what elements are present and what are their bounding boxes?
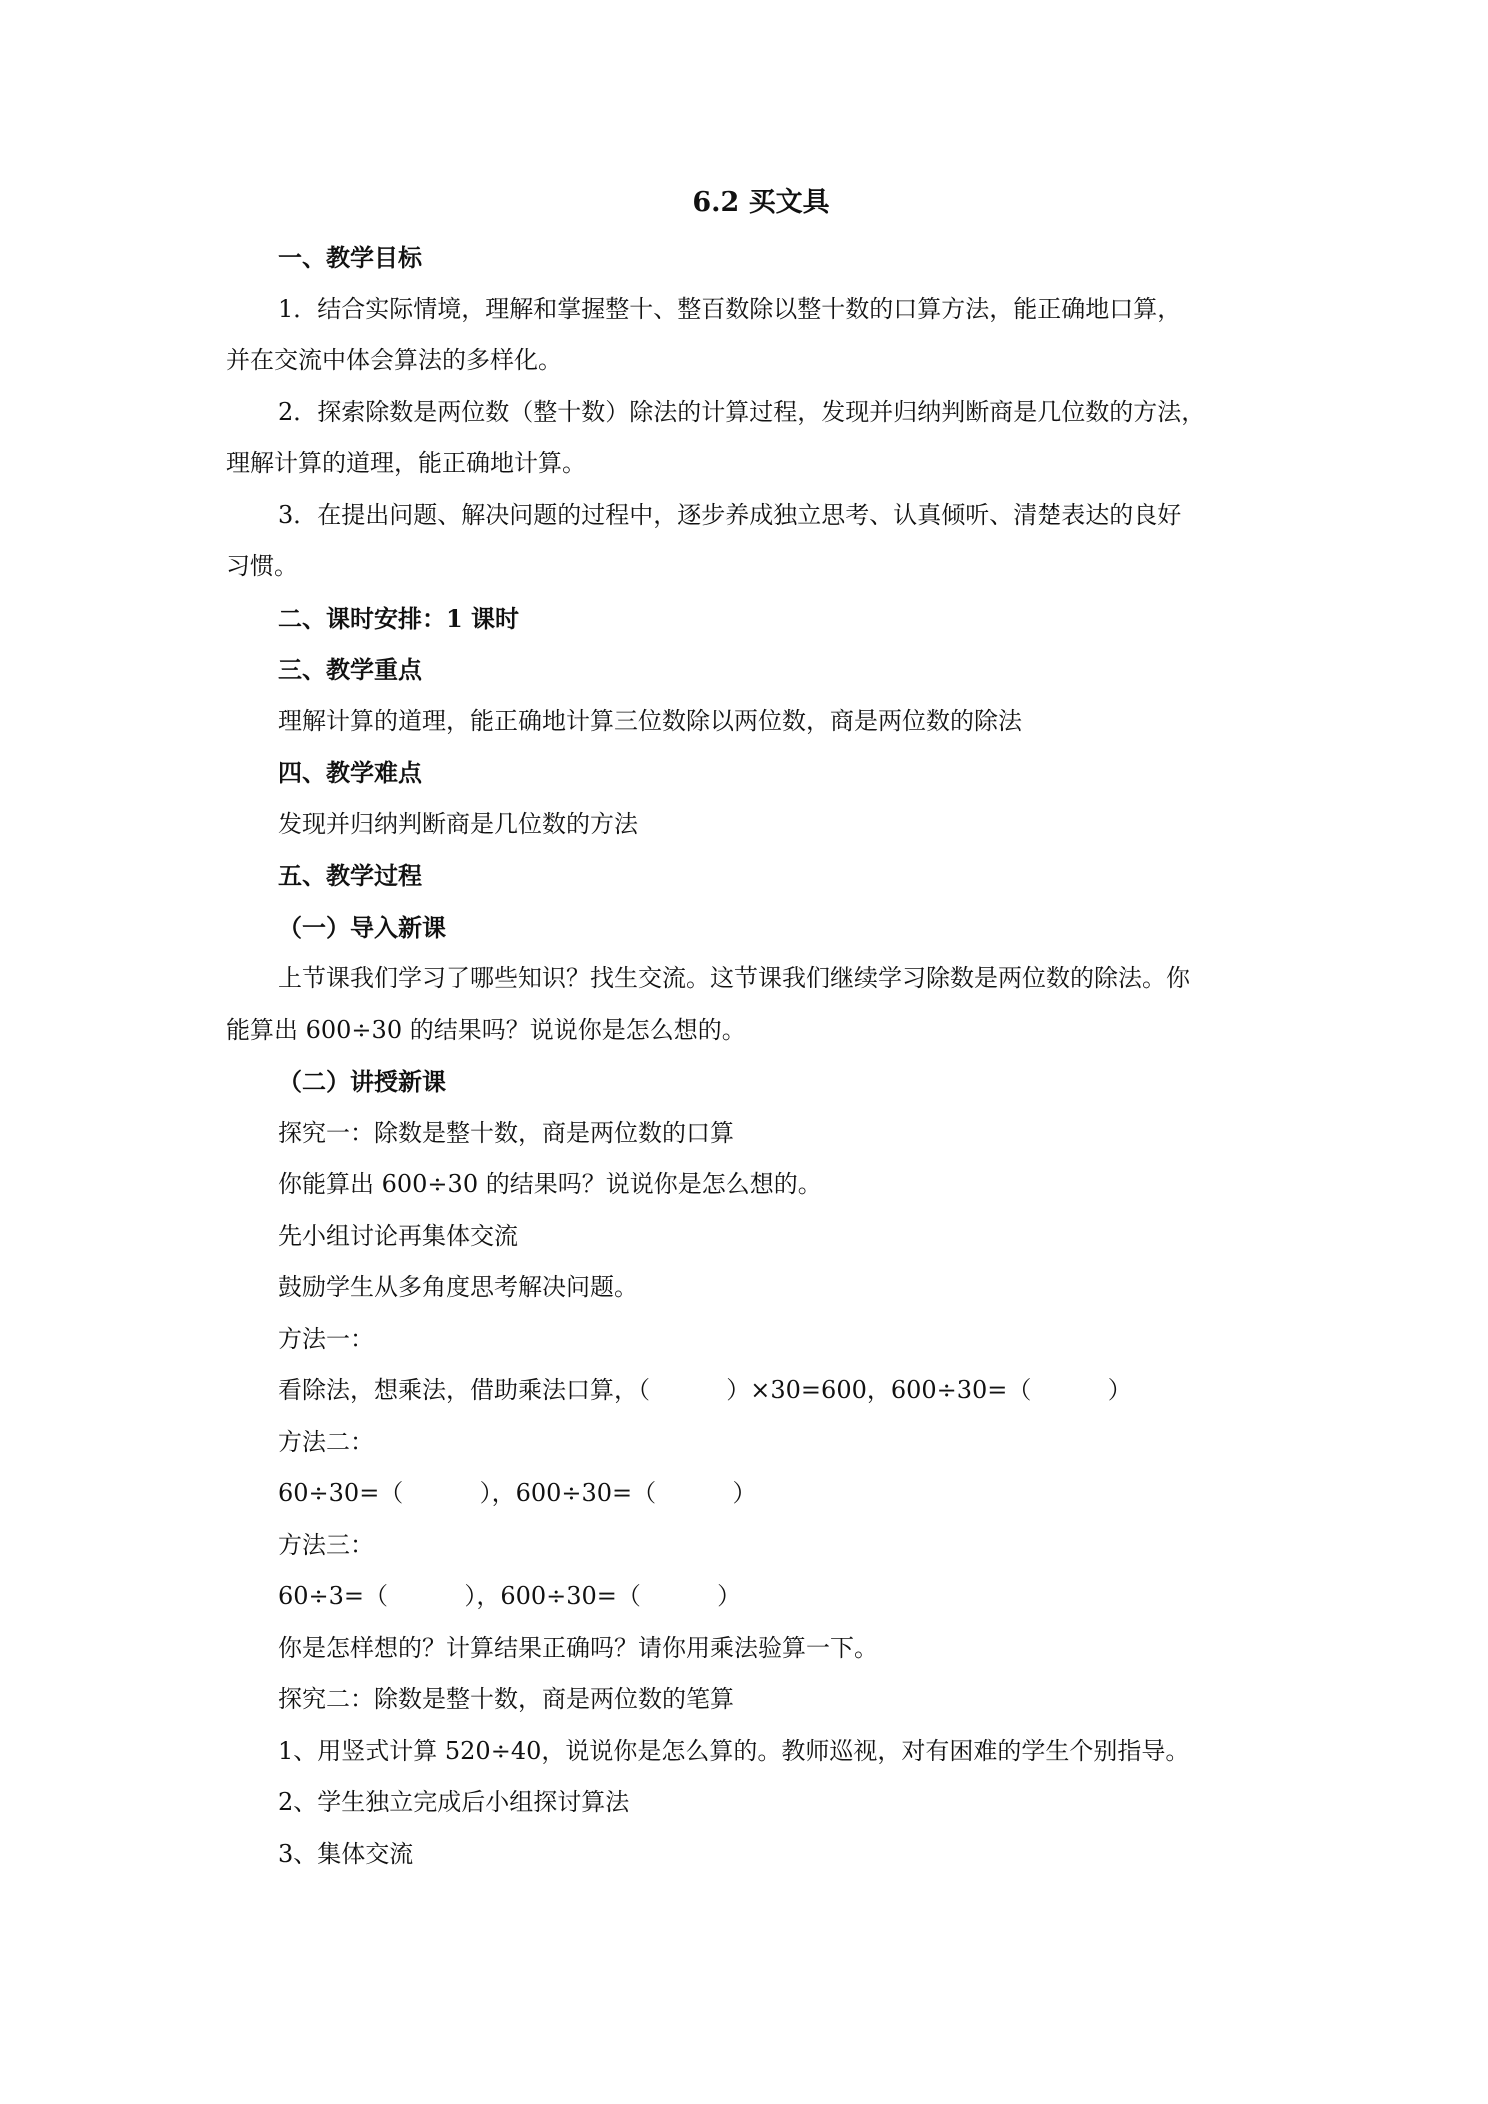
method-3-text: 60÷3=（ ），600÷30=（ ） [278, 1582, 742, 1610]
key-points-text: 理解计算的道理，能正确地计算三位数除以两位数，商是两位数的除法 [278, 706, 1022, 735]
method-3-label: 方法三： [278, 1530, 374, 1559]
step-2-text: 2、学生独立完成后小组探讨算法 [278, 1788, 630, 1816]
step-1-text: 1、用竖式计算 520÷40，说说你是怎么算的。教师巡视，对有困难的学生个别指导。 [278, 1736, 1190, 1765]
subsection-heading-teaching: （二）讲授新课 [278, 1067, 446, 1096]
goal-3-line-1: 3．在提出问题、解决问题的过程中，逐步养成独立思考、认真倾听、清楚表达的良好 [278, 500, 1182, 529]
method-1-label: 方法一： [278, 1324, 374, 1353]
encourage-text: 鼓励学生从多角度思考解决问题。 [278, 1273, 638, 1301]
group-discussion-text: 先小组讨论再集体交流 [278, 1221, 518, 1250]
step-3-text: 3、集体交流 [278, 1839, 414, 1868]
section-heading-difficulties: 四、教学难点 [278, 758, 422, 787]
method-2-label: 方法二： [278, 1427, 374, 1456]
method-1-text: 看除法，想乘法，借助乘法口算，（ ）×30=600，600÷30=（ ） [278, 1376, 1132, 1404]
goal-1-line-1: 1．结合实际情境，理解和掌握整十、整百数除以整十数的口算方法，能正确地口算， [278, 294, 1182, 323]
goal-3-line-2: 习惯。 [226, 552, 298, 580]
check-text: 你是怎样想的？计算结果正确吗？请你用乘法验算一下。 [278, 1633, 878, 1662]
intro-text-line-2: 能算出 600÷30 的结果吗？说说你是怎么想的。 [226, 1015, 746, 1044]
subsection-heading-intro: （一）导入新课 [278, 912, 446, 942]
document-page [226, 178, 1286, 1880]
explore-2-heading: 探究二：除数是整十数，商是两位数的笔算 [278, 1685, 734, 1713]
section-heading-goals: 一、教学目标 [278, 243, 422, 272]
method-2-text: 60÷30=（ ），600÷30=（ ） [278, 1479, 757, 1507]
goal-1-line-2: 并在交流中体会算法的多样化。 [226, 346, 562, 374]
intro-text-line-1: 上节课我们学习了哪些知识？找生交流。这节课我们继续学习除数是两位数的除法。你 [278, 964, 1190, 992]
goal-2-line-2: 理解计算的道理，能正确地计算。 [226, 449, 586, 477]
difficulties-text: 发现并归纳判断商是几位数的方法 [278, 809, 638, 838]
section-heading-schedule: 二、课时安排：1 课时 [278, 603, 520, 633]
question-text: 你能算出 600÷30 的结果吗？说说你是怎么想的。 [278, 1170, 822, 1198]
goal-2-line-1: 2．探索除数是两位数（整十数）除法的计算过程，发现并归纳判断商是几位数的方法， [278, 397, 1206, 426]
lesson-title: 6.2 买文具 [692, 187, 830, 218]
section-heading-key-points: 三、教学重点 [278, 655, 422, 684]
section-heading-process: 五、教学过程 [278, 861, 422, 890]
explore-1-heading: 探究一：除数是整十数，商是两位数的口算 [278, 1118, 734, 1147]
